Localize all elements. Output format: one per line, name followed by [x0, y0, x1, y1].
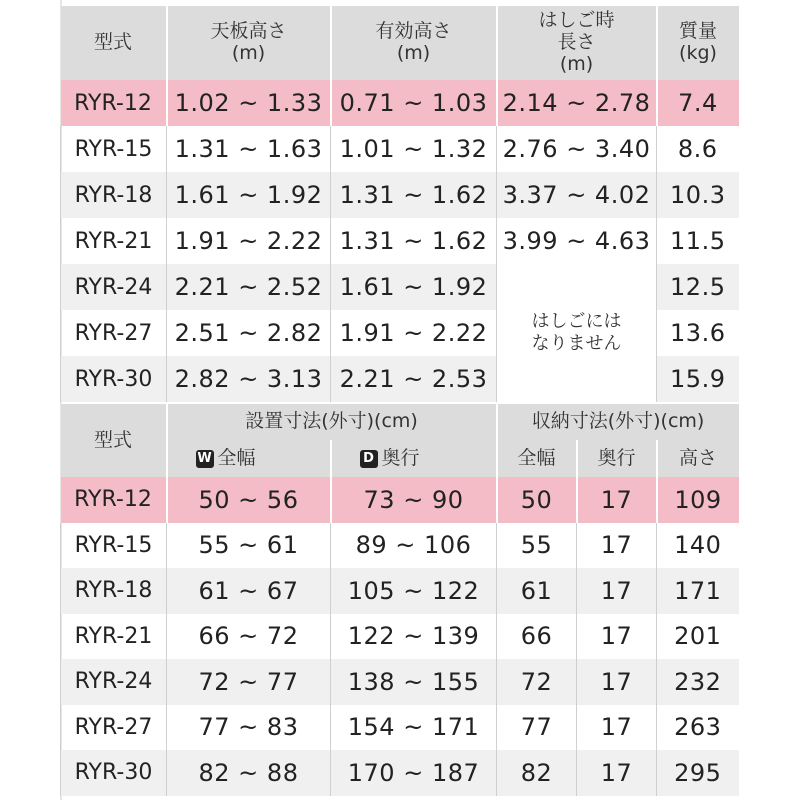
storage-height-cell: 232	[657, 659, 739, 705]
install-width-cell: 77 ~ 83	[167, 705, 331, 751]
model-cell: RYR-27	[61, 705, 167, 751]
storage-width-cell: 66	[497, 614, 577, 660]
effective-height-cell: 1.61 ~ 1.92	[331, 264, 497, 310]
storage-depth-cell: 17	[577, 614, 657, 660]
no-ladder-note: はしごには なりません	[497, 264, 657, 402]
install-depth-cell: 73 ~ 90	[331, 477, 497, 523]
model-cell: RYR-24	[61, 659, 167, 705]
storage-height-cell: 171	[657, 568, 739, 614]
storage-width-cell: 72	[497, 659, 577, 705]
install-width-cell: 61 ~ 67	[167, 568, 331, 614]
table-row	[61, 568, 739, 614]
header-weight: 質量 (kg)	[657, 6, 739, 80]
install-depth-cell: 170 ~ 187	[331, 750, 497, 796]
ladder-length-cell: 3.37 ~ 4.02	[497, 172, 657, 218]
storage-depth-cell: 17	[577, 705, 657, 751]
ladder-length-cell: 2.14 ~ 2.78	[497, 80, 657, 126]
model-cell: RYR-30	[61, 356, 167, 402]
ladder-length-cell: 3.99 ~ 4.63	[497, 218, 657, 264]
ladder-length-cell: 2.76 ~ 3.40	[497, 126, 657, 172]
weight-cell: 15.9	[657, 356, 739, 402]
height-spec-table	[60, 6, 739, 402]
header-install-dimensions: 設置寸法(外寸)(cm)	[167, 404, 497, 440]
storage-height-cell: 140	[657, 523, 739, 569]
table-row	[61, 750, 739, 796]
model-cell: RYR-21	[61, 218, 167, 264]
dimension-spec-table	[60, 404, 739, 796]
weight-cell: 7.4	[657, 80, 739, 126]
header-top-height: 天板高さ (m)	[167, 6, 331, 80]
effective-height-cell: 1.31 ~ 1.62	[331, 172, 497, 218]
model-cell: RYR-18	[61, 568, 167, 614]
model-cell: RYR-21	[61, 614, 167, 660]
weight-cell: 12.5	[657, 264, 739, 310]
table-row	[61, 659, 739, 705]
model-cell: RYR-30	[61, 750, 167, 796]
width-badge-icon: W	[197, 450, 212, 466]
install-width-cell: 55 ~ 61	[167, 523, 331, 569]
effective-height-cell: 1.91 ~ 2.22	[331, 310, 497, 356]
table-row	[61, 523, 739, 569]
header-width: W 全幅	[167, 440, 331, 477]
install-depth-cell: 154 ~ 171	[331, 705, 497, 751]
install-width-cell: 66 ~ 72	[167, 614, 331, 660]
table-row	[61, 705, 739, 751]
weight-cell: 8.6	[657, 126, 739, 172]
model-cell: RYR-18	[61, 172, 167, 218]
storage-height-cell: 263	[657, 705, 739, 751]
model-cell: RYR-12	[61, 477, 167, 523]
weight-cell: 11.5	[657, 218, 739, 264]
header-storage-depth: 奥行	[577, 440, 657, 477]
model-cell: RYR-24	[61, 264, 167, 310]
model-cell: RYR-27	[61, 310, 167, 356]
table-row	[61, 477, 739, 523]
storage-depth-cell: 17	[577, 750, 657, 796]
model-cell: RYR-15	[61, 126, 167, 172]
install-depth-cell: 89 ~ 106	[331, 523, 497, 569]
storage-depth-cell: 17	[577, 568, 657, 614]
header-depth: D 奥行	[331, 440, 497, 477]
effective-height-cell: 1.01 ~ 1.32	[331, 126, 497, 172]
effective-height-cell: 2.21 ~ 2.53	[331, 356, 497, 402]
header-effective-height: 有効高さ (m)	[331, 6, 497, 80]
effective-height-cell: 1.31 ~ 1.62	[331, 218, 497, 264]
top-height-cell: 2.21 ~ 2.52	[167, 264, 331, 310]
storage-depth-cell: 17	[577, 523, 657, 569]
table-row	[61, 172, 739, 218]
top-height-cell: 1.61 ~ 1.92	[167, 172, 331, 218]
storage-depth-cell: 17	[577, 659, 657, 705]
table-row	[61, 218, 739, 264]
header-storage-width: 全幅	[497, 440, 577, 477]
table-row	[61, 80, 739, 126]
install-width-cell: 50 ~ 56	[167, 477, 331, 523]
storage-width-cell: 50	[497, 477, 577, 523]
install-width-cell: 82 ~ 88	[167, 750, 331, 796]
header-storage-dimensions: 収納寸法(外寸)(cm)	[497, 404, 739, 440]
install-width-cell: 72 ~ 77	[167, 659, 331, 705]
top-height-cell: 2.82 ~ 3.13	[167, 356, 331, 402]
weight-cell: 10.3	[657, 172, 739, 218]
table-row	[61, 264, 739, 310]
top-height-cell: 1.02 ~ 1.33	[167, 80, 331, 126]
header-model: 型式	[61, 6, 167, 80]
install-depth-cell: 138 ~ 155	[331, 659, 497, 705]
storage-width-cell: 77	[497, 705, 577, 751]
header-ladder-length: はしご時 長さ (m)	[497, 6, 657, 80]
storage-width-cell: 82	[497, 750, 577, 796]
table-row	[61, 614, 739, 660]
weight-cell: 13.6	[657, 310, 739, 356]
table-row	[61, 126, 739, 172]
model-cell: RYR-15	[61, 523, 167, 569]
storage-width-cell: 61	[497, 568, 577, 614]
effective-height-cell: 0.71 ~ 1.03	[331, 80, 497, 126]
install-depth-cell: 122 ~ 139	[331, 614, 497, 660]
install-depth-cell: 105 ~ 122	[331, 568, 497, 614]
storage-depth-cell: 17	[577, 477, 657, 523]
storage-height-cell: 295	[657, 750, 739, 796]
header-storage-height: 高さ	[657, 440, 739, 477]
depth-badge-icon: D	[360, 450, 378, 468]
model-cell: RYR-12	[61, 80, 167, 126]
storage-width-cell: 55	[497, 523, 577, 569]
storage-height-cell: 109	[657, 477, 739, 523]
top-height-cell: 1.31 ~ 1.63	[167, 126, 331, 172]
top-height-cell: 1.91 ~ 2.22	[167, 218, 331, 264]
header-model: 型式	[61, 404, 167, 477]
top-height-cell: 2.51 ~ 2.82	[167, 310, 331, 356]
table2-header-row	[61, 404, 739, 440]
storage-height-cell: 201	[657, 614, 739, 660]
table1-header-row	[61, 6, 739, 80]
